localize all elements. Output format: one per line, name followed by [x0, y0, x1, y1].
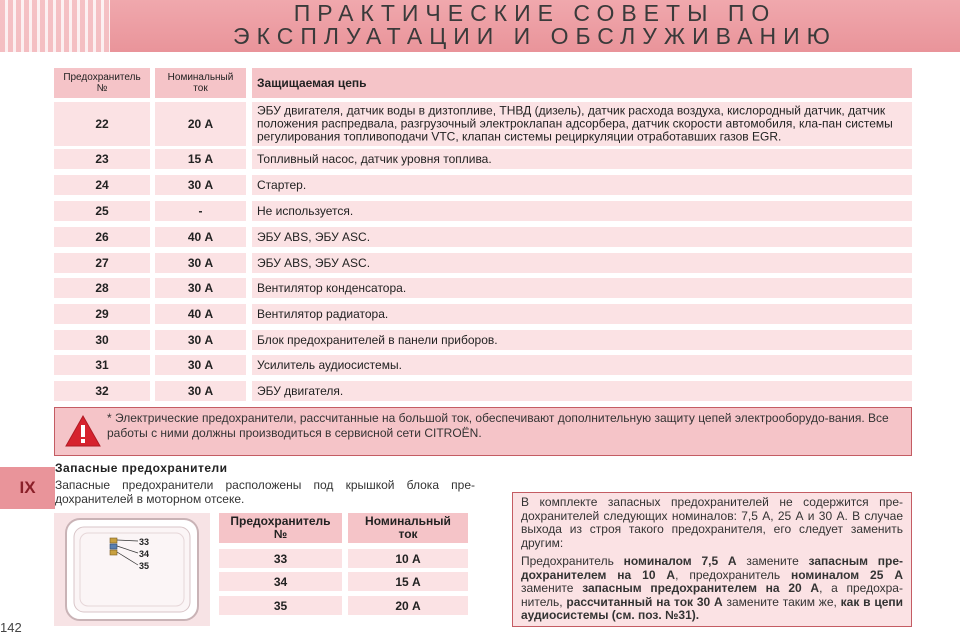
rated-current-cell [155, 149, 246, 169]
info-paragraph-2 [521, 555, 903, 623]
rated-current-cell-text: 30 А [187, 256, 214, 270]
fuse-number-cell-text: 31 [95, 358, 109, 372]
rated-current-cell-text: 30 А [187, 358, 214, 372]
rated-current-cell-text: - [198, 204, 203, 218]
rated-current-cell [155, 381, 246, 401]
protected-circuit-cell-text: Стартер. [257, 178, 307, 192]
protected-circuit-cell [252, 201, 912, 221]
warning-triangle-icon [65, 414, 101, 448]
spare-col-header-rated-current-text [348, 515, 468, 541]
fuse-number-cell [54, 149, 150, 169]
protected-circuit-cell-text: Усилитель аудиосистемы. [257, 358, 402, 372]
page-title-line-1: ПРАКТИЧЕСКИЕ СОВЕТЫ ПО [293, 0, 777, 26]
spare-rated-current-cell-text: 15 А [395, 574, 421, 589]
rated-current-cell-text: 30 А [187, 333, 214, 347]
rated-current-cell [155, 175, 246, 195]
info-bold: запасным предохранителем на 20 А [582, 581, 820, 595]
spare-rated-current-cell [348, 549, 468, 568]
fuse-number-cell-text: 32 [95, 384, 109, 398]
protected-circuit-cell-text: ЭБУ ABS, ЭБУ ASC. [257, 230, 371, 244]
spare-col-header-fuse-number-line-1: Предохранитель [230, 514, 331, 528]
spare-fuses-icon [110, 538, 117, 555]
spare-fuse-number-cell-text: 34 [273, 574, 288, 589]
spare-col-header-rated-current-line-1: Номинальный [365, 514, 451, 528]
protected-circuit-cell [252, 102, 912, 146]
header-band [0, 0, 960, 52]
col-header-fuse-number [54, 68, 150, 98]
protected-circuit-cell [252, 149, 912, 169]
fuse-number-cell [54, 304, 150, 324]
spare-fuse-number-cell [219, 596, 342, 615]
rated-current-cell [155, 355, 246, 375]
fuse-number-cell-text: 30 [95, 333, 109, 347]
fuse-number-cell [54, 355, 150, 375]
protected-circuit-cell-text: Не используется. [257, 204, 354, 218]
spare-fuse-number-cell [219, 549, 342, 568]
rated-current-cell [155, 278, 246, 298]
page-number: 142 [0, 620, 22, 635]
col-header-protected-circuit-text: Защищаемая цепь [257, 76, 367, 90]
callout-35: 35 [139, 561, 150, 571]
col-header-rated-current-text [155, 72, 246, 94]
col-header-rated-current-line-2: ток [193, 83, 208, 94]
fuse-number-cell [54, 175, 150, 195]
info-text: , а предохра-нитель, [521, 581, 903, 609]
fuse-number-cell-text: 23 [95, 152, 109, 166]
info-text: , предохранитель [675, 567, 792, 582]
rated-current-cell-text: 30 А [187, 178, 214, 192]
fuse-number-cell-text: 22 [95, 117, 109, 131]
protected-circuit-cell-text: Вентилятор конденсатора. [257, 281, 407, 295]
fuse-number-cell [54, 227, 150, 247]
info-box [512, 492, 912, 627]
rated-current-cell-text: 30 А [187, 384, 214, 398]
rated-current-cell [155, 102, 246, 146]
spare-col-header-fuse-number [219, 513, 342, 543]
rated-current-cell [155, 304, 246, 324]
info-bold: номиналом 7,5 А [623, 554, 737, 568]
protected-circuit-cell [252, 175, 912, 195]
fuse-number-cell [54, 381, 150, 401]
protected-circuit-cell [252, 355, 912, 375]
spare-fuses-title: Запасные предохранители [55, 461, 228, 475]
protected-circuit-cell-text: Вентилятор радиатора. [257, 307, 389, 321]
protected-circuit-cell [252, 278, 912, 298]
info-text: Предохранитель [521, 554, 624, 568]
info-text: замените таким же, [722, 594, 841, 609]
protected-circuit-cell-text: ЭБУ двигателя. [257, 384, 344, 398]
fuse-number-cell-text: 27 [95, 256, 109, 270]
protected-circuit-cell-text: ЭБУ двигателя, датчик воды в дизтопливе, ТНВД (дизель), датчик расхода воздуха, кислородный датчик, датчик положения распредвала, разгрузочный электроклапан адсорбера, датчик скорости автомобиля, кла-пан системы регулирования топливоподачи VTC, клапан системы рециркуляции отработавших газов EGR. [257, 103, 893, 144]
fuse-number-cell [54, 253, 150, 273]
col-header-fuse-number-text [54, 72, 150, 94]
rated-current-cell [155, 201, 246, 221]
callout-34: 34 [139, 549, 150, 559]
rated-current-cell-text: 15 А [187, 152, 214, 166]
spare-col-header-fuse-number-text [219, 515, 342, 541]
rated-current-cell-text: 40 А [187, 230, 214, 244]
info-bold: как в цепи аудиосистемы (см. поз. №31). [521, 594, 904, 622]
fuse-number-cell-text: 25 [95, 204, 109, 218]
info-text: замените [736, 554, 809, 568]
protected-circuit-cell-text: ЭБУ ABS, ЭБУ ASC. [257, 256, 371, 270]
info-paragraph-1: В комплекте запасных предохранителей не содержится пре-дохранителей следующих номиналов: 7,5 А, 25 А и 30 А. В случае выхода из строя такого предохранителя, его следует заменить другим: [521, 495, 903, 550]
spare-fuses-text: Запасные предохранители расположены под крышкой блока пре-дохранителей в моторном отсеке. [55, 478, 475, 506]
warning-box [54, 407, 912, 456]
info-bold: запасным пре-дохранителем на 10 А [521, 554, 904, 582]
info-bold: рассчитанный на ток 30 А [566, 594, 723, 609]
rated-current-cell-text: 20 А [187, 117, 214, 131]
rated-current-cell [155, 253, 246, 273]
protected-circuit-cell [252, 227, 912, 247]
protected-circuit-cell [252, 253, 912, 273]
col-header-protected-circuit [252, 68, 912, 98]
fuse-box-illustration [54, 513, 210, 626]
col-header-fuse-number-line-2: № [96, 83, 108, 94]
rated-current-cell [155, 227, 246, 247]
info-text: замените [521, 581, 583, 595]
rated-current-cell [155, 330, 246, 350]
protected-circuit-cell [252, 330, 912, 350]
fuse-number-cell [54, 102, 150, 146]
fuse-number-cell-text: 29 [95, 307, 109, 321]
spare-rated-current-cell [348, 572, 468, 591]
fuse-number-cell [54, 278, 150, 298]
spare-col-header-fuse-number-line-2: № [273, 527, 288, 541]
chapter-tab: IX [0, 467, 55, 509]
protected-circuit-cell-text: Топливный насос, датчик уровня топлива. [257, 152, 492, 166]
info-bold: номиналом 25 А [791, 567, 904, 582]
rated-current-cell-text: 40 А [187, 307, 214, 321]
protected-circuit-cell [252, 381, 912, 401]
spare-fuse-number-cell [219, 572, 342, 591]
spare-col-header-rated-current [348, 513, 468, 543]
fuse-number-cell [54, 201, 150, 221]
col-header-rated-current-line-1: Номинальный [167, 72, 234, 83]
col-header-rated-current [155, 68, 246, 98]
protected-circuit-cell [252, 304, 912, 324]
spare-rated-current-cell-text: 10 А [395, 551, 421, 566]
spare-col-header-rated-current-line-2: ток [398, 527, 418, 541]
callout-33: 33 [139, 537, 150, 547]
spare-rated-current-cell-text: 20 А [395, 598, 421, 613]
spare-fuse-number-cell-text: 33 [273, 551, 288, 566]
page-title-line-2: ЭКСПЛУАТАЦИИ И ОБСЛУЖИВАНИЮ [233, 23, 837, 49]
spare-fuse-number-cell-text: 35 [273, 598, 288, 613]
spare-rated-current-cell [348, 596, 468, 615]
col-header-fuse-number-line-1: Предохранитель [63, 72, 141, 83]
fuse-number-cell-text: 28 [95, 281, 109, 295]
fuse-number-cell-text: 24 [95, 178, 109, 192]
rated-current-cell-text: 30 А [187, 281, 214, 295]
fuse-number-cell-text: 26 [95, 230, 109, 244]
header-stripes [0, 0, 110, 52]
protected-circuit-cell-text: Блок предохранителей в панели приборов. [257, 333, 498, 347]
fuse-number-cell [54, 330, 150, 350]
warning-text: * Электрические предохранители, рассчитанные на большой ток, обеспечивают дополнительную защиту цепей электрооборудо-вания. Все работы с ними должны производиться в сервисной сети CITROËN. [107, 411, 889, 440]
